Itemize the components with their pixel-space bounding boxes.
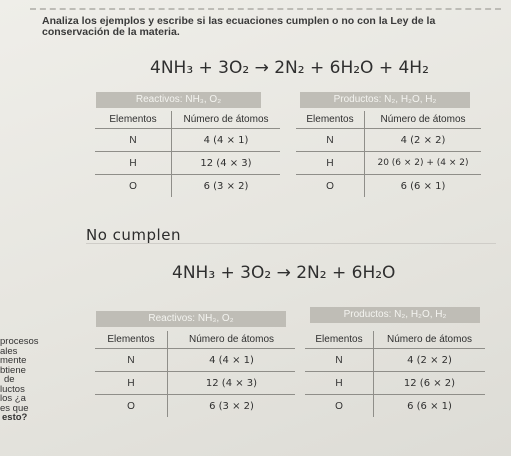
element-cell: O [95,175,172,198]
equation-2: 4NH₃ + 3O₂ → 2N₂ + 6H₂O [172,263,396,283]
table-row [95,395,295,418]
atoms-cell: 4 (4 × 1) [168,349,296,372]
table-row [296,175,481,198]
table-row [305,395,485,418]
table-row [95,372,295,395]
atoms-cell: 12 (4 × 3) [172,152,281,175]
header-elementos: Elementos [95,331,168,349]
header-elementos: Elementos [296,111,365,129]
margin-line: btiene [0,364,26,376]
margin-line: ales [0,345,18,357]
margin-line: de [4,374,15,385]
margin-line: luctos [0,383,25,395]
atoms-cell: 6 (3 × 2) [203,180,249,192]
atoms-cell: 4 (2 × 2) [365,129,482,152]
header-numero-atomos: Número de átomos [168,331,296,349]
header-numero-atomos: Número de átomos [374,331,486,349]
reactants-caption-2: Reactivos: NH₃, O₂ [96,311,286,327]
table-row [95,175,280,198]
atoms-cell: 6 (6 × 1) [400,180,446,192]
element-cell: H [296,152,365,175]
reactants-table-1 [95,111,280,197]
answer-1-handwritten: No cumplen [86,226,181,244]
reactants-caption-1: Reactivos: NH₃, O₂ [96,92,261,108]
table-row [305,349,485,372]
products-caption-1: Productos: N₂, H₂O, H₂ [300,92,470,108]
answer-line [86,243,496,244]
margin-line: mente [0,355,27,366]
table-row [296,129,481,152]
atoms-cell: 20 (6 × 2) + (4 × 2) [365,152,482,175]
products-table-1 [296,111,481,197]
atoms-cell: 12 (4 × 3) [168,372,296,395]
atoms-cell: 4 (4 × 1) [172,129,281,152]
element-cell: O [296,175,365,198]
table-row [305,372,485,395]
element-cell: N [95,349,168,372]
products-table-2 [305,331,485,417]
atoms-cell: 12 (6 × 2) [374,372,486,395]
dashed-cut-line [30,8,501,10]
element-cell: H [95,372,168,395]
header-elementos: Elementos [95,111,172,129]
table-row [95,349,295,372]
element-cell: N [296,129,365,152]
header-numero-atomos: Número de átomos [172,111,281,129]
margin-line: esto? [2,412,28,423]
instructions-text: Analiza los ejemplos y escribe si las ecuaciones cumplen o no con la Ley de la conservación de la materia. [42,15,436,38]
equation-1: 4NH₃ + 3O₂ → 2N₂ + 6H₂O + 4H₂ [150,58,429,78]
margin-line: es que [0,402,29,414]
table-row [296,152,481,175]
header-elementos: Elementos [305,331,374,349]
margin-text [0,337,39,423]
atoms-cell: 6 (6 × 1) [407,400,452,412]
table-row [95,152,280,175]
element-cell: O [95,395,168,418]
element-cell: N [95,129,172,152]
products-caption-2: Productos: N₂, H₂O, H₂ [310,307,480,323]
margin-line: procesos [0,336,39,347]
margin-line: los ¿a [0,393,26,404]
table-row [95,129,280,152]
element-cell: H [305,372,374,395]
element-cell: H [95,152,172,175]
reactants-table-2 [95,331,295,417]
element-cell: O [305,395,374,418]
header-numero-atomos: Número de átomos [365,111,482,129]
element-cell: N [305,349,374,372]
atoms-cell: 6 (3 × 2) [209,400,254,412]
atoms-cell: 4 (2 × 2) [374,349,486,372]
